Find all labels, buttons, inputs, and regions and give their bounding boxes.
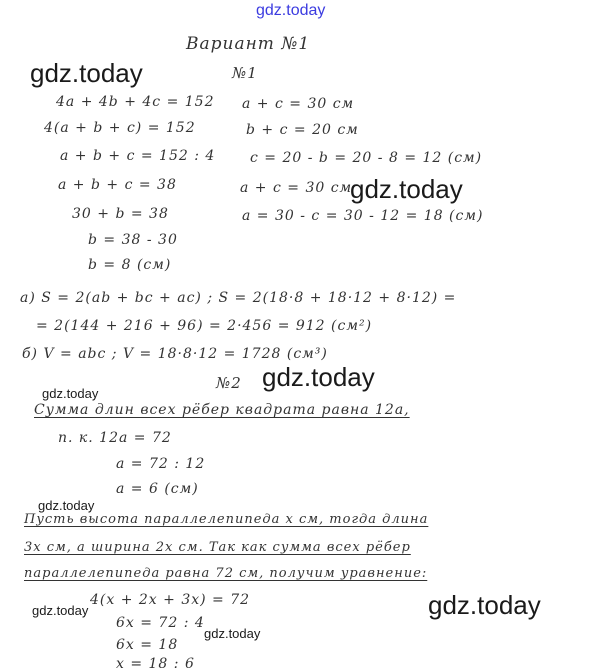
watermark: gdz.today — [204, 626, 261, 641]
watermark: gdz.today — [262, 362, 375, 392]
task2-line: x = 18 : 6 — [116, 656, 195, 672]
task2-line: 6x = 72 : 4 — [116, 615, 205, 631]
task1-right-line: a + c = 30 см — [240, 180, 353, 196]
watermark: gdz.today — [256, 2, 326, 19]
task2-line: параллелепипеда равна 72 см, получим уравнение: — [24, 566, 428, 581]
task1-part-a: = 2(144 + 216 + 96) = 2·456 = 912 (см²) — [36, 318, 373, 334]
task2-line: Пусть высота параллелепипеда x см, тогда длина — [24, 512, 429, 527]
watermark: gdz.today — [428, 590, 541, 620]
page-heading: Вариант №1 — [186, 34, 311, 54]
watermark: gdz.today — [32, 603, 89, 618]
task2-line: Сумма длин всех рёбер квадрата равна 12a, — [34, 402, 410, 418]
watermark: gdz.today — [38, 498, 95, 513]
watermark: gdz.today — [42, 386, 99, 401]
task1-right-line: b + c = 20 см — [246, 122, 359, 138]
task1-left-line: a + b + c = 152 : 4 — [60, 148, 216, 164]
task2-label: №2 — [216, 374, 242, 392]
task2-line: п. к. 12a = 72 — [58, 430, 172, 446]
task2-line: a = 6 (см) — [116, 481, 199, 497]
task1-left-line: b = 8 (см) — [88, 257, 172, 273]
task1-left-line: a + b + c = 38 — [58, 177, 177, 193]
task2-line: 3x см, а ширина 2x см. Так как сумма всех рёбер — [24, 540, 411, 555]
task1-part-a: a) S = 2(ab + bc + ac) ; S = 2(18·8 + 18·12 + 8·12) = — [20, 290, 457, 306]
task1-left-line: 4(a + b + c) = 152 — [44, 120, 196, 136]
task1-left-line: b = 38 - 30 — [88, 232, 178, 248]
task2-line: 6x = 18 — [116, 637, 179, 653]
task1-part-b: б) V = abc ; V = 18·8·12 = 1728 (см³) — [22, 346, 328, 362]
watermark: gdz.today — [350, 174, 463, 204]
task1-right-line: c = 20 - b = 20 - 8 = 12 (см) — [250, 150, 483, 166]
task1-right-line: a = 30 - c = 30 - 12 = 18 (см) — [242, 208, 484, 224]
task1-left-line: 4a + 4b + 4c = 152 — [56, 94, 215, 110]
watermark: gdz.today — [30, 58, 143, 88]
task2-line: 4(x + 2x + 3x) = 72 — [90, 592, 251, 608]
task2-line: a = 72 : 12 — [116, 456, 206, 472]
task1-left-line: 30 + b = 38 — [72, 206, 169, 222]
task1-right-line: a + c = 30 см — [242, 96, 355, 112]
task1-label: №1 — [232, 64, 258, 82]
